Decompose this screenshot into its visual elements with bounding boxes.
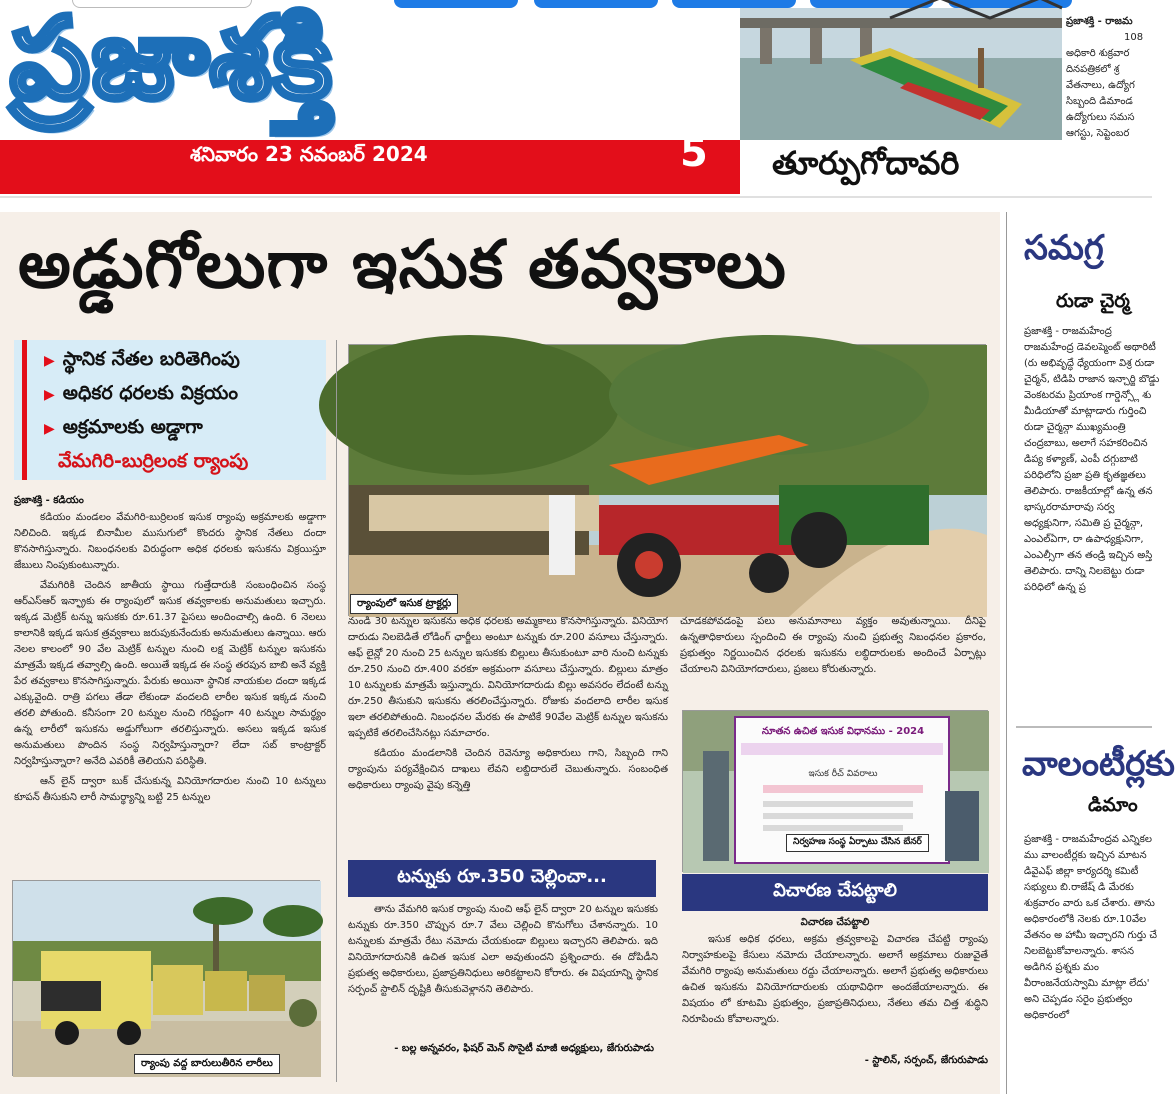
highlight-item [18,378,318,412]
highlight-item [18,412,318,446]
article-column-2 [348,614,668,860]
lorries-photo [12,880,320,1076]
teaser-line: దినపత్రికలో శ్ర [1066,64,1120,75]
district-panel [740,140,1062,194]
right-subhead-1: రుడా చైర్మ [1056,290,1130,312]
page-number: 5 [680,130,708,176]
boat-bridge-illustration [740,8,1062,140]
river-boat-photo [740,8,1062,140]
highlight-item [18,446,318,480]
highlight-text: అక్రమాలకు అడ్డాగా [62,415,203,438]
paragraph: వేమగిరికి చెందిన జాతీయ స్థాయి గుత్తేదారుకి సంబంధించిన సంస్థ ఆర్ఎస్ఆర్ ఇన్ఫ్రాకు ఈ ర్యాంపులో ఇసుక తవ్వకాలకు అనుమతులు ఇచ్చారు. ఇక్కడ మెట్రిక్ టన్ను ఇసుకకు రూ.61.37 పైసలు అందించాల్సి ఉంది. 6 నెలలు కాలానికి ఇక్కడ ఇసుక త్రవ్వకాలు జరుపుకునేందుకు అనుమతులు ఉన్నాయి. ఆరు నెలల కాలంలో 90 వేల మెట్రిక్ టన్నుల నుంచి లక్ష మెట్రిక్ టన్నుల ఇసుకను మాత్రమే ఇక్కడ తవ్వాల్సి ఉంది. అయితే ఇక్కడ ఈ సంస్థ తరపున బాబి అనే వ్యక్తి పేర తవ్వకాలు కొనసాగిస్తున్నారు. పేరుకు అయినా స్థానిక నాయకుల దందా ఇక్కడ ఎక్కువైంది. రాత్రి పగలు తేడా లేకుండా వందలది లారీల ఇసుక ఇక్కడ నుంచి తరలి పోతుంది. కనీసంగా 20 టన్నుల నుంచి గరిష్టంగా 40 టన్నుల సామర్థ్యం ఉన్న లారీలో ఇసుకను అడ్డుగోలుగా తరలిస్తున్నారు. అసలు ఇక్కడ ఇసుక అనుమతులు పొందిన సంస్థ నిర్వహిస్తున్నారా? లేదా సబ్ కాంట్రాక్టర్ నిర్వహిస్తున్నారా? అనేది ఎవరికీ తెలియని పరిస్థితి. [14,580,326,767]
highlight-text: స్థానిక నేతల బరితెగింపు [62,347,240,370]
paragraph: నుండి 30 టన్నుల ఇసుకను అధిక ధరలకు అమ్మకాలు కొనసాగిస్తున్నారు. వినియోగ దారుడు నిలబెడితే లోడింగ్ ఛార్జీలు అంటూ టన్నుకు రూ.200 వసూలు చేస్తున్నారు. ఆఫ్ లైన్లో 20 నుంచి 25 టన్నుల ఇసుకకు బిల్లులు తీసుకుంటూ వారి నుంచి టన్నుకు రూ.250 నుంచి రూ.400 వరకూ అక్రమంగా వసూలు చేస్తున్నారు. బిల్లులు మాత్రం 10 టన్నులకు మాత్రమే ఇస్తున్నారు. వినియోగదారుడు బిల్లు అవసరం లేదంటే టన్ను రూ.250 తీసుకుని ఇసుకను తరలించేస్తున్నారు. రోజుకు వందలాది లారీల ఇసుక ఇలా తరలిపోతుంది. నిబంధనల మేరకు ఈ పాటికే 90వేల మెట్రిక్ టన్నుల ఇసుకను ఇప్పటికే తరలించేసినట్లు సమాచారం. [348,616,668,739]
article-column-3 [680,614,986,710]
box2-subtitle: విచారణ చేపట్టాలి [800,917,870,928]
article-headline: అడ్డుగోలుగా ఇసుక తవ్వకాలు [18,226,787,303]
issue-date: శనివారం 23 నవంబర్ 2024 [190,142,428,166]
box1-byline: - బల్ల అన్నవరం, ఫిషర్ మెన్ సొసైటీ మాజీ అధ్యక్షులు, జేగురుపాడు [394,1043,654,1054]
box2-byline: - స్టాలిన్, సర్పంచ్, జేగురుపాడు [864,1055,988,1066]
teaser-line: ఆగస్టు, సెప్టెంబర [1066,128,1130,139]
article-byline: ప్రజాశక్తి - కడియం [14,495,84,506]
tab-4[interactable] [672,0,796,8]
teaser-line: వేతనాలు, ఉద్యోగ [1066,80,1135,91]
right-column [1016,212,1175,1094]
photo-caption: నిర్వహణ సంస్థ ఏర్పాటు చేసిన బేనర్ [786,834,929,852]
teaser-line: ప్రజాశక్తి - రాజమ [1066,16,1133,27]
main-article [0,212,1000,1094]
tab-3[interactable] [534,0,658,8]
paragraph: ఆన్ లైన్ ద్వారా బుక్ చేసుకున్న వినియోగదారుల నుంచి 10 టన్నులు కూపన్ తీసుకుని లారీ సామర్థ్యాన్ని బట్టి 25 టన్నుల [14,776,326,803]
paragraph: కడియం మండలం వేమగిరి-బుర్రిలంక ఇసుక ర్యాంపు అక్రమాలకు అడ్డాగా నిలిచింది. ఇక్కడ బినామీల ముసుగులో కొందరు స్థానిక నేతలు దందా కొనసాగిస్తున్నారు. నిబంధనలకు విరుద్ధంగా అధిక ధరలకు ఇసుకను విక్రయిస్తూ జేబులు నింపుకుంటున్నారు. [14,512,326,571]
photo-caption: ర్యాంపు వద్ద బారులుతీరిన లారీలు [134,1054,280,1074]
right-body-2: ప్రజాశక్తి - రాజమహేంద్రవ ఎన్నికల ము వాలంటీర్లకు ఇచ్చిన మాటన డివైఎఫ్ జిల్లా కార్యదర్శి కమిటీ సభ్యులు బి.రాజేష్ డి మేరకు శుక్రవారం వారు ఒక చేశారు. తాను అధికారంలోకి నెలకు రూ.10వేల వేతనం అ హామీ ఇచ్చారని గుర్తు చే నిలబెట్టుకోవాలన్నారు. శాసన అడిగిన ప్రశ్నకు మం వీరాంజనేయస్వామి మాట్లా లేదు' అని చెప్పడం సరైం ప్రభుత్వం అధికారంలో [1024,834,1157,1021]
paragraph: కడియం మండలానికి చెందిన రెవెన్యూ అధికారులు గాని, సిబ్బంది గాని ర్యాంపును పర్యవేక్షించిన దాఖలు లేవని లబ్దిదారులే చెబుతున్నారు. సంబంధిత అధికారులు ర్యాంపు వైపు కన్నెత్తి [348,748,668,791]
newspaper-logo: ప్రజాశక్తి [10,0,334,124]
box2-title: విచారణ చేపట్టాలి [682,874,988,911]
column-divider [336,340,337,1082]
box1-title: టన్నుకు రూ.350 చెల్లించా... [348,860,656,897]
tractors-photo [348,344,986,616]
box2-text [682,932,988,1044]
triangle-bullet-icon: ▶ [44,421,55,437]
right-divider [1016,726,1152,728]
paragraph: చూడకపోవడంపై పలు అనుమానాలు వ్యక్తం అవుతున్నాయి. దీనిపై ఉన్నతాధికారులు స్పందించి ఈ ర్యాంపు నుంచి ప్రభుత్వ నిబంధనల ప్రకారం, ప్రభుత్వం నిర్ణయించిన ధరలకు ఇసుకను లబ్ధిదారులకు అందించే ఏర్పాట్లు చేయాలని వినియోగదారులు, ప్రజలు కోరుతున్నారు. [680,616,986,675]
teaser-line: సిబ్బంది డిమాండ [1066,96,1133,107]
paragraph: తాను వేమగిరి ఇసుక ర్యాంపు నుంచి ఆఫ్ లైన్ ద్వారా 20 టన్నుల ఇసుకకు టన్నుకు రూ.350 చొప్పున రూ.7 వేలు చెల్లించి కొనుగోలు చేశానన్నారు. 10 టన్నులకు మాత్రమే రేటు నమోదు చేయకుండా బిల్లులు ఇచ్చారని తెలిపారు. ఇది వినియోగదారునికి ఉచిత ఇసుక ఎలా అవుతుందని ప్రశ్నించారు. ఈ దోపిడీని ప్రభుత్వ అధికారులు, ప్రజాప్రతినిధులు అరికట్టాలని కోరారు. ఈ విషయాన్ని స్థానిక సర్పంచ్ స్టాలిన్ దృష్టికి తీసుకువెళ్లానని తెలిపారు. [348,904,658,995]
triangle-bullet-icon: ▶ [44,353,55,369]
highlight-item [18,344,318,378]
right-body-1: ప్రజాశక్తి - రాజమహేంద్ర రాజమహేంద్ర డెవలప్మెంట్ అథారిటీ (రు అభివృద్ధే ధ్యేయంగా విశ్ర రుడా చైర్మన్, టిడిపి రాజాన ఇన్చార్జి బొడ్డు వెంకటరమ ప్రియాంక గార్డెన్స్లో శు మీడియాతో మాట్లాడారు గుర్తించి రుడా చైర్మన్గా ముఖ్యమంత్రి చంద్రబాబు, అలాగే సహకరించిన డిప్య కళ్యాణ్, ఎంపీ దగ్గుబాటి పరిధిలోని ప్రజా ప్రతి కృతజ్ఞతలు తెలిపారు. రాజకీయాల్లో ఉన్న తన భాస్కరరామారావు సర్వ అధ్యక్షునిగా, సమితి ప్ర చైర్మన్గా, ఎంఎల్ఏగా, రా ఉపాధ్యక్షునిగా, ఎంఎల్సీగా తన తండ్రి ఇచ్చిన అస్తి తెలిపారు. దాన్ని నిలబెట్టు రుడా పరిధిలో ఉన్న ప్ర [1024,326,1160,593]
teaser-line: అధికారి శుక్రవార [1066,48,1130,59]
highlight-text: వేమగిరి-బుర్రిలంక ర్యాంపు [58,449,249,472]
paragraph: ఇసుక అధిక ధరలు, అక్రమ త్రవ్వకాలపై విచారణ చేపట్టి ర్యాంపు నిర్వాహకులపై కేసులు నమోదు చేయాలన్నారు. అలాగే అక్రమాలు రుజువైతే వేమగిరి ర్యాంపు అనుమతులు రద్దు చేయాలన్నారు. అలాగే ప్రభుత్వ అధికారులు ఉచిత ఇసుకను వినియోగదారులకు యథావిధిగా అందజేయాలన్నారు. ఈ విషయం లో కూటమి ప్రభుత్వం, ప్రజాప్రతినిధులు, నేతలు తమ చిత్త శుద్ధిని నిరూపించు కోవాలన్నారు. [682,934,988,1025]
right-headline-1: సమగ్ర [1024,228,1104,268]
article-column-1 [14,510,326,876]
highlight-text: అధికర ధరలకు విక్రయం [62,381,238,404]
masthead-divider [0,196,1152,198]
highlights-accent-bar [22,340,27,480]
district-name: తూర్పుగోదావరి [772,144,960,182]
banner-title: నూతన ఉచిత ఇసుక విధానము - 2024 [761,726,925,737]
right-column-divider [1006,212,1007,1094]
lorries-illustration [13,881,321,1077]
photo-caption: ర్యాంపులో ఇసుక ట్రాక్టర్లు [350,594,458,614]
right-headline-2: వాలంటీర్లకు [1022,744,1175,784]
teaser-top-column [1066,14,1152,188]
tractors-illustration [349,345,987,617]
teaser-line: ఉద్యోగులు సమస [1066,112,1135,123]
banner-subtitle: ఇసుక రీచ్ వివరాలు [808,769,878,779]
teaser-line: 108 [1124,32,1144,43]
logo-panel [0,0,740,140]
right-subhead-2: డిమాం [1088,794,1138,816]
box1-text [348,902,658,1030]
tab-2[interactable] [394,0,518,8]
masthead [0,0,1062,194]
triangle-bullet-icon: ▶ [44,387,55,403]
highlights-box [14,340,326,480]
